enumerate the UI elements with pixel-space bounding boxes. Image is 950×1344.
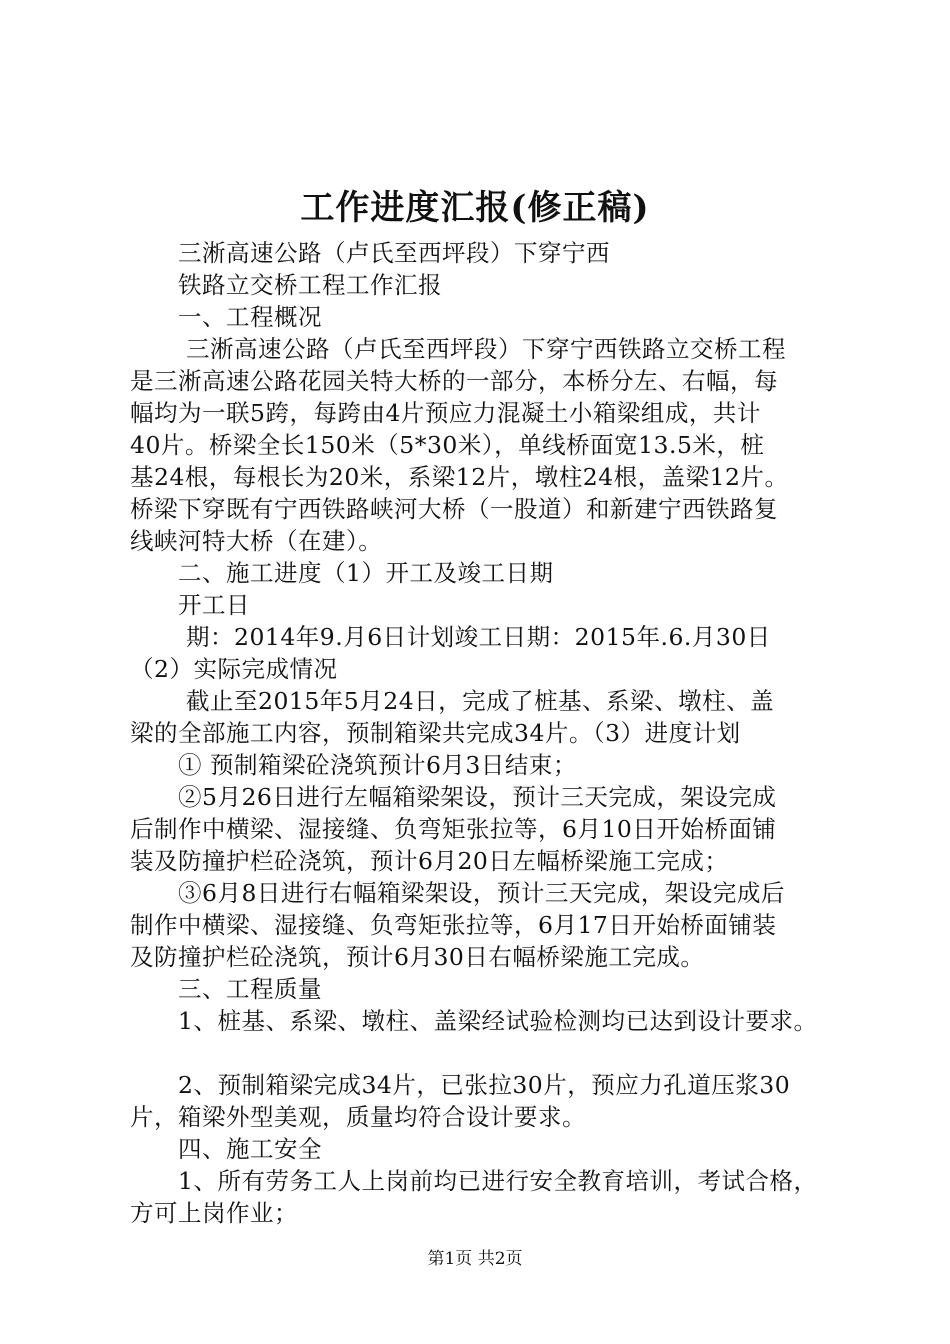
section-heading: 三、工程质量: [178, 975, 322, 1003]
paragraph-line: 幅均为一联5跨，每跨由4片预应力混凝土小箱梁组成，共计: [130, 399, 761, 427]
paragraph-line: 40片。桥梁全长150米（5*30米），单线桥面宽13.5米，桩: [130, 431, 765, 459]
paragraph-line: 是三淅高速公路花园关特大桥的一部分，本桥分左、右幅，每: [130, 367, 778, 395]
paragraph-line: 制作中横梁、湿接缝、负弯矩张拉等，6月17日开始桥面铺装: [130, 911, 777, 939]
paragraph-line: 三淅高速公路（卢氏至西坪段）下穿宁西铁路立交桥工程: [186, 335, 786, 363]
section-heading: 四、施工安全: [178, 1135, 322, 1163]
paragraph-line: ②5月26日进行左幅箱梁架设，预计三天完成，架设完成: [178, 783, 777, 811]
paragraph-line: ① 预制箱梁砼浇筑预计6月3日结束；: [178, 751, 577, 779]
paragraph-line: 铁路立交桥工程工作汇报: [178, 271, 442, 299]
blank-line: [130, 1037, 842, 1069]
paragraph-line: 1、所有劳务工人上岗前均已进行安全教育培训，考试合格，: [178, 1167, 818, 1195]
section-heading: 一、工程概况: [178, 303, 322, 331]
page-footer: 第1页 共2页: [427, 1249, 523, 1269]
paragraph-line: 1、桩基、系梁、墩柱、盖梁经试验检测均已达到设计要求。: [178, 1007, 818, 1035]
paragraph-line: ③6月8日进行右幅箱梁架设，预计三天完成，架设完成后: [178, 879, 785, 907]
paragraph-line: 及防撞护栏砼浇筑，预计6月30日右幅桥梁施工完成。: [130, 943, 705, 971]
paragraph-line: 后制作中横梁、湿接缝、负弯矩张拉等，6月10日开始桥面铺: [130, 815, 777, 843]
paragraph-line: 开工日: [178, 591, 250, 619]
paragraph-line: 片，箱梁外型美观，质量均符合设计要求。: [130, 1103, 586, 1131]
paragraph-line: 桥梁下穿既有宁西铁路峡河大桥（一股道）和新建宁西铁路复: [130, 495, 778, 523]
document-title: 工作进度汇报(修正稿): [300, 188, 650, 228]
paragraph-line: 方可上岗作业；: [130, 1199, 298, 1227]
paragraph-line: 基24根，每根长为20米，系梁12片，墩柱24根，盖梁12片。: [130, 463, 789, 491]
paragraph-line: 梁的全部施工内容，预制箱梁共完成34片。（3）进度计划: [130, 719, 741, 747]
paragraph-line: 三淅高速公路（卢氏至西坪段）下穿宁西: [178, 239, 610, 267]
section-heading: 二、施工进度（1）开工及竣工日期: [178, 559, 554, 587]
paragraph-line: 装及防撞护栏砼浇筑，预计6月20日左幅桥梁施工完成；: [130, 847, 729, 875]
document-body: [130, 237, 842, 1229]
paragraph-line: （2）实际完成情况: [130, 655, 338, 683]
paragraph-line: 线峡河特大桥（在建）。: [130, 527, 383, 555]
paragraph-line: 截止至2015年5月24日，完成了桩基、系梁、墩柱、盖: [186, 687, 775, 715]
paragraph-line: 期：2014年9.月6日计划竣工日期：2015年.6.月30日: [186, 623, 771, 651]
paragraph-line: 2、预制箱梁完成34片，已张拉30片，预应力孔道压浆30: [178, 1071, 791, 1099]
